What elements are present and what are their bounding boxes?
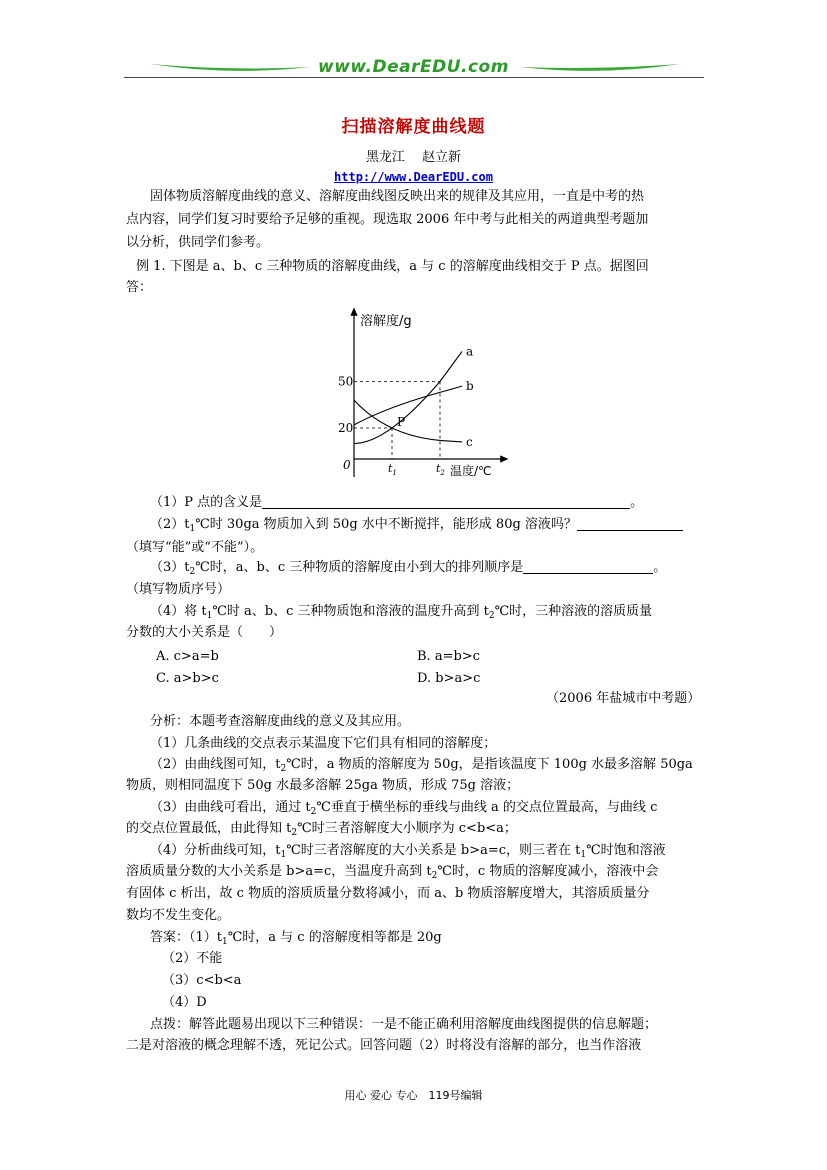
y-tick-label: 20	[338, 421, 354, 435]
option-b[interactable]: B. a=b>c	[417, 649, 480, 664]
series-a-label: a	[466, 344, 474, 359]
option-c[interactable]: C. a>b>c	[156, 671, 219, 686]
analysis-line: 分析：本题考查溶解度曲线的意义及其应用。	[150, 714, 411, 729]
y-axis-label: 溶解度/g	[360, 314, 412, 329]
intro-line: 以分析，供同学们参考。	[126, 235, 270, 250]
page-footer: 用心 爱心 专心 119号编辑	[344, 1089, 483, 1102]
series-b-label: b	[466, 379, 474, 394]
series-a-curve	[354, 352, 462, 444]
series-b-curve	[354, 386, 462, 425]
tips-line: 点拨：解答此题易出现以下三种错误：一是不能正确利用溶解度曲线图提供的信息解题；	[150, 1017, 658, 1032]
answer-line: 答案：$(1)t_1℃$时，a 与 c 的溶解度相等都是 20g	[150, 930, 442, 947]
example-heading-cont: 答：	[126, 280, 153, 295]
intro-line: 点内容，同学们复习时要给予足够的重视。现选取 2006 年中考与此相关的两道典型考题加	[126, 212, 649, 227]
analysis-line: （4）分析曲线可知，$t_1℃$时三者溶解度的大小关系是 b>a=c，则三者在 $t_1℃$时饱和溶液	[150, 843, 666, 860]
analysis-line: （3）由曲线可看出，通过 $t_2℃$垂直于横坐标的垂线与曲线 a 的交点位置最高，与曲线 c	[150, 800, 658, 817]
question-4: （4）将 $t_1℃$时 a、b、c 三种物质饱和溶液的温度升高到 $t_2℃$时，三种溶液的溶质质量	[150, 604, 653, 621]
question-3: $(3)t_2℃$时，a、b、c 三种物质的溶解度由小到大的排列顺序是 。	[150, 560, 667, 577]
example-heading: 例 1. 下图是 a、b、c 三种物质的溶解度曲线，a 与 c 的溶解度曲线相交于 P 点。据图回	[136, 259, 649, 274]
series-c-curve	[354, 400, 462, 442]
answer-blank-1[interactable]	[262, 494, 630, 509]
question-2-note: （填写“能”或“不能”）。	[126, 540, 264, 555]
header-divider	[124, 77, 704, 78]
analysis-line: （2）由曲线图可知，$t_2℃$时，a 物质的溶解度为 50g，是指该温度下 100g 水最多溶解 50ga	[150, 757, 693, 774]
answer-blank-2[interactable]	[577, 516, 683, 531]
option-d[interactable]: D. b>a>c	[417, 671, 481, 686]
analysis-line: 的交点位置最低，由此得知 $t_2℃$时三者溶解度大小顺序为 c<b<a；	[126, 821, 517, 838]
page-title: 扫描溶解度曲线题	[341, 117, 486, 137]
series-c-label: c	[466, 434, 473, 449]
site-logo: www.DearEDU.com	[318, 57, 509, 77]
point-p-label: P	[397, 415, 406, 429]
question-source: （2006 年盐城市中考题）	[546, 691, 701, 706]
analysis-line: 有固体 c 析出，故 c 物质的溶质质量分数将减小，而 a、b 物质溶解度增大，其溶质质量分	[126, 886, 650, 901]
analysis-line: 溶质质量分数的大小关系是 b>a=c，当温度升高到 $t_2℃$时，c 物质的溶解度减小，溶液中会	[126, 864, 659, 881]
answer-line: （4）D	[162, 995, 207, 1010]
option-a[interactable]: A. c>a=b	[156, 649, 219, 664]
analysis-line: 物质，则相同温度下 50g 水最多溶解 25ga 物质，形成 75g 溶液；	[126, 778, 520, 793]
x-tick-label: $t_1$	[388, 462, 397, 477]
solubility-chart	[330, 307, 510, 482]
answer-line: （3）c<b<a	[162, 973, 242, 988]
analysis-line: （1）几条曲线的交点表示某温度下它们具有相同的溶解度；	[150, 736, 497, 751]
tips-line: 二是对溶液的概念理解不透，死记公式。回答问题（2）时将没有溶解的部分，也当作溶液	[126, 1038, 642, 1053]
authors: 黑龙江 赵立新	[365, 150, 462, 165]
intro-line: 固体物质溶解度曲线的意义、溶解度曲线图反映出来的规律及其应用，一直是中考的热	[150, 189, 645, 204]
question-3-note: （填写物质序号）	[126, 582, 231, 597]
site-link[interactable]: http://www.DearEDU.com	[334, 170, 493, 184]
answer-line: （2）不能	[162, 951, 223, 966]
y-tick-label: 50	[338, 374, 354, 389]
question-2: $(2)t_1℃$时 30ga 物质加入到 50g 水中不断搅拌，能形成 80g 溶液吗？	[150, 515, 683, 535]
question-4-cont: 分数的大小关系是（ ）	[126, 625, 283, 640]
x-tick-label: $t_2$	[436, 462, 445, 477]
origin-label: 0	[343, 458, 351, 472]
question-1: （1）P 点的含义是 。	[150, 495, 644, 510]
x-axis-label: 温度/℃	[450, 464, 492, 478]
answer-blank-3[interactable]	[523, 559, 653, 574]
analysis-line: 数均不发生变化。	[126, 908, 231, 923]
